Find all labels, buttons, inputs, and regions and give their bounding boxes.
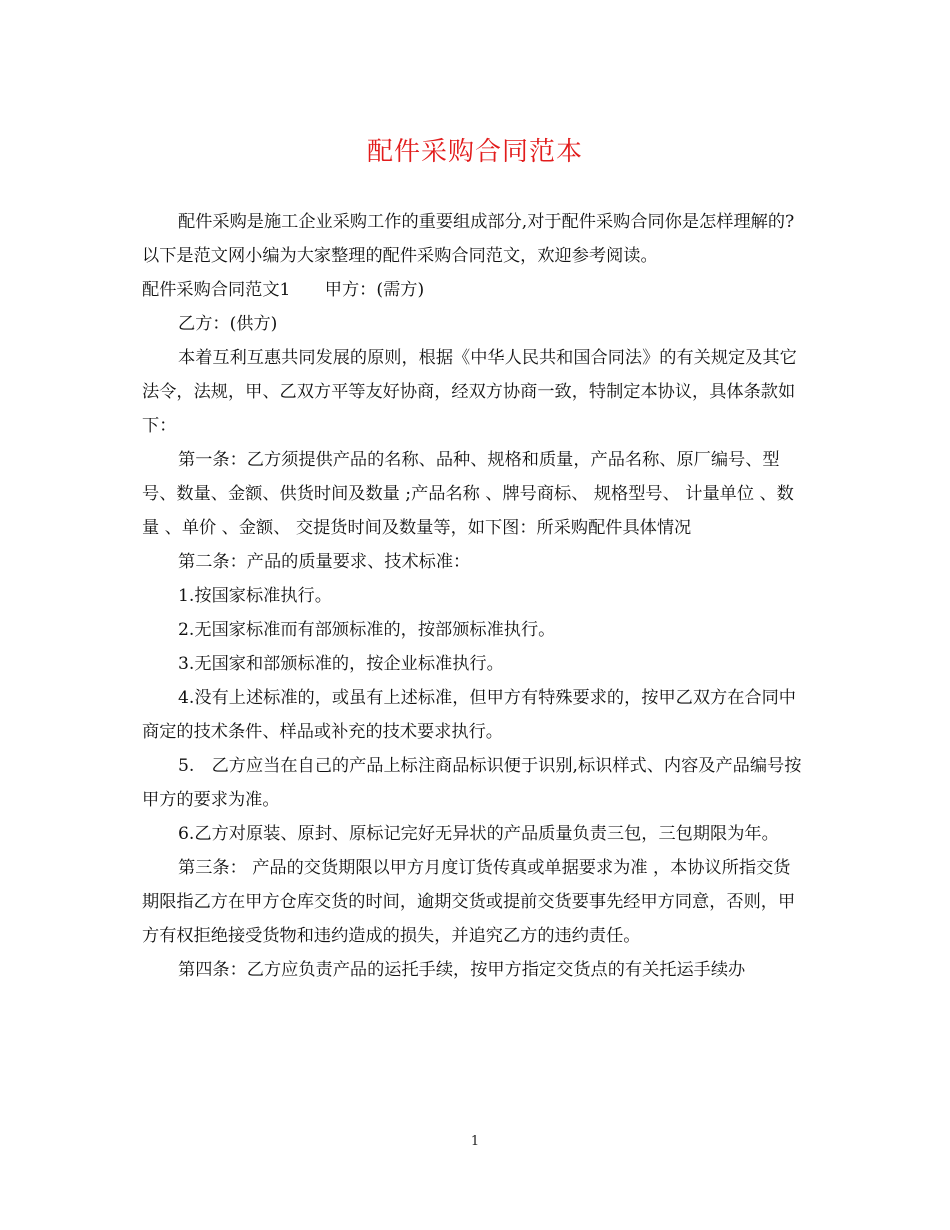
paragraph-sample-heading: 配件采购合同范文1 甲方：(需方) [142, 280, 425, 300]
paragraph-party-b: 乙方：(供方) [178, 314, 278, 334]
paragraph-article-1: 第一条：乙方须提供产品的名称、品种、规格和质量，产品名称、原厂编号、型号、数量、金额、供货时间及数量 ;产品名称 、牌号商标、 规格型号、 计量单位 、数量 、单价 、金额、 交提货时间及数量等，如下图：所采购配件具体情况 [142, 450, 794, 538]
document-body [142, 205, 807, 987]
paragraph-intro: 配件采购是施工企业采购工作的重要组成部分,对于配件采购合同你是怎样理解的?以下是范文网小编为大家整理的配件采购合同范文，欢迎参考阅读。 [142, 212, 795, 266]
paragraph-article-3: 第三条： 产品的交货期限以甲方月度订货传真或单据要求为准 ，本协议所指交货期限指乙方在甲方仓库交货的时间，逾期交货或提前交货要事先经甲方同意，否则，甲方有权拒绝接受货物和违约造成的损失，并追究乙方的违约责任。 [142, 858, 796, 946]
paragraph-preamble: 本着互利互惠共同发展的原则，根据《中华人民共和国合同法》的有关规定及其它法令，法规，甲、乙双方平等友好协商，经双方协商一致，特制定本协议，具体条款如下： [142, 348, 797, 436]
list-item: 2.无国家标准而有部颁标准的，按部颁标准执行。 [178, 620, 556, 640]
list-item: 3.无国家和部颁标准的，按企业标准执行。 [178, 654, 504, 674]
list-item: 5. 乙方应当在自己的产品上标注商品标识便于识别,标识样式、内容及产品编号按甲方的要求为准。 [142, 756, 802, 810]
page-number: 1 [470, 1134, 480, 1149]
paragraph-article-2: 第二条：产品的质量要求、技术标准： [178, 552, 471, 572]
paragraph-article-4: 第四条：乙方应负责产品的运托手续，按甲方指定交货点的有关托运手续办 [178, 960, 746, 980]
list-item: 6.乙方对原装、原封、原标记完好无异状的产品质量负责三包，三包期限为年。 [178, 824, 779, 844]
list-item: 4.没有上述标准的，或虽有上述标准，但甲方有特殊要求的，按甲乙双方在合同中商定的技术条件、样品或补充的技术要求执行。 [142, 688, 796, 742]
document-title: 配件采购合同范本 [366, 137, 583, 167]
list-item: 1.按国家标准执行。 [178, 586, 332, 606]
